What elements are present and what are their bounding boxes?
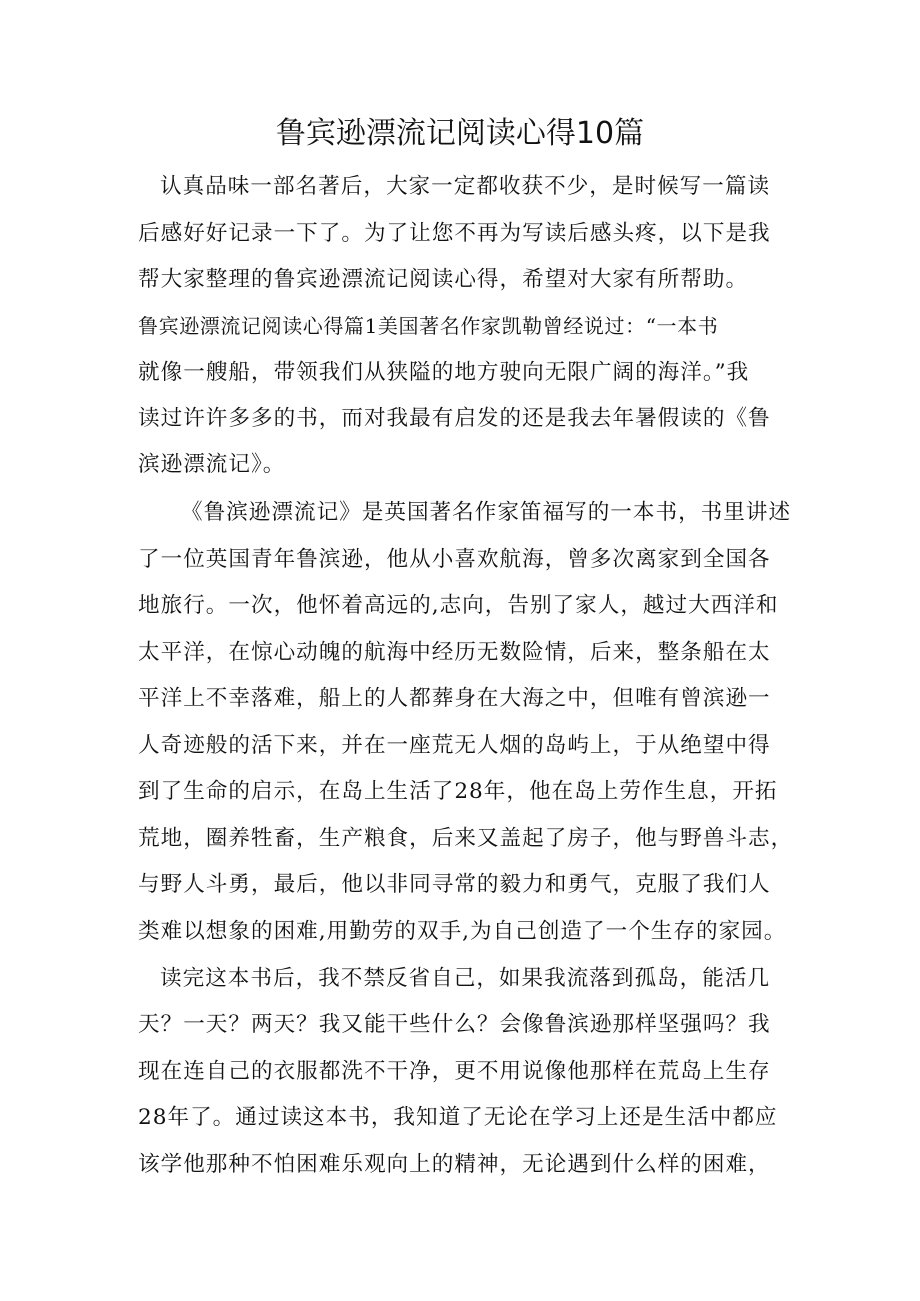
text-line: 滨逊漂流记》。 [138,452,286,477]
text-line: 平洋上不幸落难，船上的人都葬身在大海之中，但唯有曾滨逊一 [138,686,771,711]
text-line: 该学他那种不怕困难乐观向上的精神，无论遇到什么样的困难， [138,1152,771,1177]
text-line: 到了生命的启示，在岛上生活了28年，他在岛上劳作生息，开拓 [138,779,778,804]
text-line: 类难以想象的困难,用勤劳的双手,为自己创造了一个生存的家园。 [138,919,787,944]
text-line: 与野人斗勇，最后，他以非同寻常的毅力和勇气，克服了我们人 [138,872,771,897]
text-line: 人奇迹般的活下来，并在一座荒无人烟的岛屿上，于从绝望中得 [138,733,771,758]
section-heading-line: 鲁宾逊漂流记阅读心得篇1美国著名作家凯勒曾经说过：“一本书 [138,314,719,338]
document-title: 鲁宾逊漂流记阅读心得10篇 [275,116,645,151]
text-line: 读过许许多多的书，而对我最有启发的还是我去年暑假读的《鲁 [138,406,771,431]
text-line: 就像一艘船，带领我们从狭隘的地方驶向无限广阔的海洋。”我 [138,360,750,385]
text-line: 荒地，圈养牲畜，生产粮食，后来又盖起了房子，他与野兽斗志， [138,826,794,851]
text-line: 《鲁滨逊漂流记》是英国著名作家笛福写的一本书，书里讲述 [181,500,792,525]
text-line: 地旅行。一次，他怀着高远的,志向，告别了家人，越过大西洋和 [138,593,779,618]
text-line: 太平洋，在惊心动魄的航海中经历无数险情，后来，整条船在太 [138,640,771,665]
text-line: 读完这本书后，我不禁反省自己，如果我流落到孤岛，能活几 [160,966,771,991]
text-line: 28年了。通过读这本书，我知道了无论在学习上还是生活中都应 [138,1105,778,1130]
text-line: 后感好好记录一下了。为了让您不再为写读后感头疼，以下是我 [138,221,771,246]
text-line: 认真品味一部名著后，大家一定都收获不少，是时候写一篇读 [160,174,771,199]
text-line: 天？一天？两天？我又能干些什么？会像鲁滨逊那样坚强吗？我 [138,1012,771,1037]
text-line: 帮大家整理的鲁宾逊漂流记阅读心得，希望对大家有所帮助。 [138,267,749,292]
text-line: 了一位英国青年鲁滨逊，他从小喜欢航海，曾多次离家到全国各 [138,547,771,572]
text-line: 现在连自己的衣服都洗不干净，更不用说像他那样在荒岛上生存 [138,1059,771,1084]
